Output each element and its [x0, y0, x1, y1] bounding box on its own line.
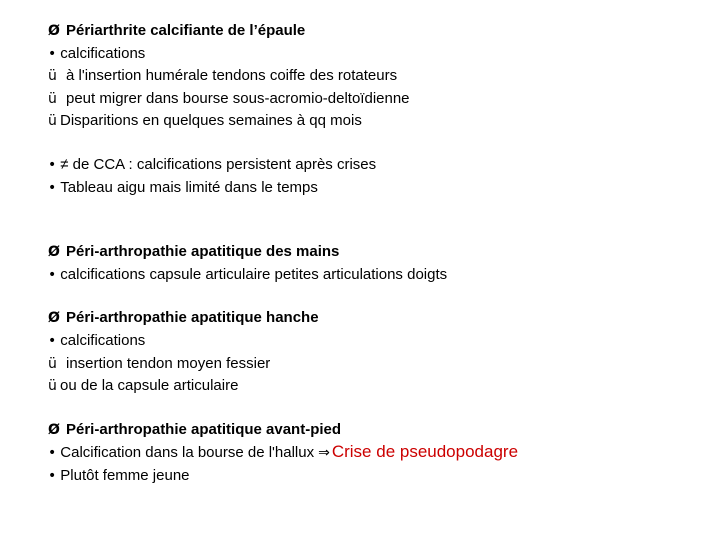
bullet-item	[48, 264, 708, 287]
bullet-item-with-arrow	[48, 441, 708, 465]
bullet-item	[48, 43, 708, 66]
check-item	[48, 88, 708, 111]
arrowhead-marker-icon: Ø	[48, 23, 60, 39]
bullet-icon: •	[48, 156, 57, 173]
spacer	[48, 398, 708, 419]
check-text: insertion tendon moyen fessier	[66, 354, 271, 372]
bullet-icon: •	[48, 467, 57, 484]
bullet-icon: •	[48, 266, 57, 283]
bullet-text: calcifications capsule articulaire petites articulations doigts	[60, 265, 448, 283]
check-text: ou de la capsule articulaire	[60, 377, 239, 395]
bullet-text: Tableau aigu mais limité dans le temps	[60, 178, 318, 196]
arrowhead-marker-icon: Ø	[48, 421, 60, 438]
bullet-text: calcifications	[60, 44, 146, 62]
check-item	[48, 375, 708, 398]
bullet-text: Calcification dans la bourse de l'hallux	[60, 444, 315, 462]
slide-content	[48, 20, 708, 488]
arrowhead-marker-icon: Ø	[48, 244, 60, 261]
check-item	[48, 353, 708, 376]
heading-text: Péri-arthropathie apatitique avant-pied	[66, 420, 342, 438]
check-item	[48, 110, 708, 133]
checkmark-icon: ü	[48, 68, 57, 85]
checkmark-icon: ü	[48, 90, 57, 107]
bullet-text: calcifications	[60, 331, 146, 349]
section-heading-hands	[48, 241, 708, 264]
section-heading-forefoot	[48, 419, 708, 442]
checkmark-icon: ü	[48, 113, 57, 130]
bullet-item	[48, 465, 708, 488]
spacer	[48, 133, 708, 154]
checkmark-icon: ü	[48, 378, 57, 395]
check-item	[48, 65, 708, 88]
bullet-icon: •	[48, 445, 57, 462]
bullet-text: ≠ de CCA : calcifications persistent après crises	[60, 155, 377, 173]
bullet-item	[48, 154, 708, 177]
section-heading-hip	[48, 307, 708, 330]
implies-arrow-icon: ⇒	[318, 445, 330, 462]
bullet-item	[48, 330, 708, 353]
check-text: Disparitions en quelques semaines à qq mois	[60, 112, 362, 130]
check-text: à l'insertion humérale tendons coiffe des rotateurs	[66, 67, 398, 85]
bullet-item	[48, 177, 708, 200]
heading-text: Péri-arthropathie apatitique des mains	[66, 243, 340, 261]
spacer	[48, 286, 708, 307]
bullet-icon: •	[48, 332, 57, 349]
spacer	[48, 199, 708, 241]
section-heading-shoulder	[48, 20, 708, 43]
check-text: peut migrer dans bourse sous-acromio-deltoïdienne	[66, 89, 410, 107]
heading-text: Périarthrite calcifiante de l’épaule	[66, 22, 306, 39]
bullet-icon: •	[48, 179, 57, 196]
checkmark-icon: ü	[48, 355, 57, 372]
highlight-text: Crise de pseudopodagre	[331, 442, 519, 462]
bullet-text: Plutôt femme jeune	[60, 466, 190, 484]
bullet-icon: •	[48, 45, 57, 62]
heading-text: Péri-arthropathie apatitique hanche	[66, 309, 319, 327]
arrowhead-marker-icon: Ø	[48, 310, 60, 327]
